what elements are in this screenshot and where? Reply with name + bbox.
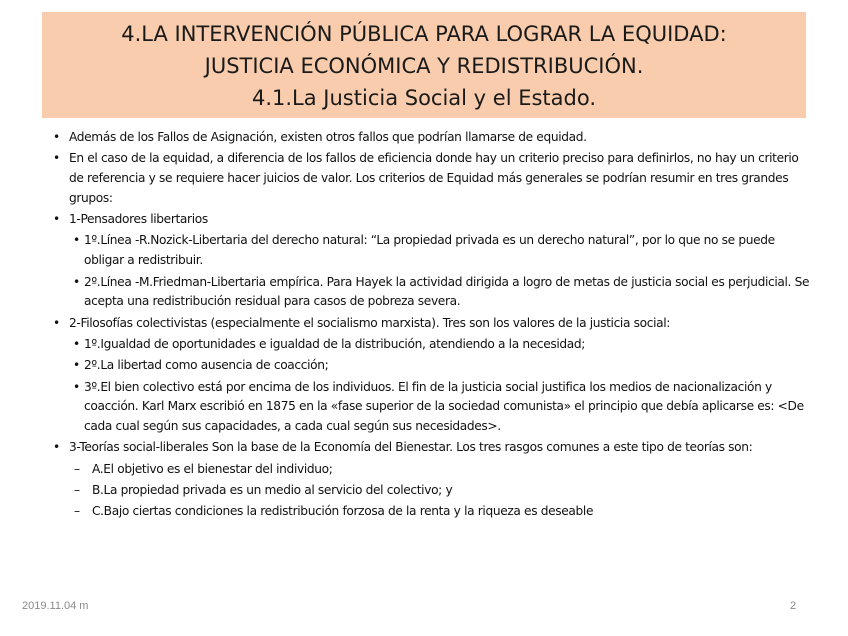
bullet-text: 2-Filosofías colectivistas (especialmente el socialismo marxista). Tres son los valores de la justicia social: (69, 315, 671, 330)
bullet-item (52, 378, 812, 437)
bullet-item (52, 273, 812, 313)
slide-body (52, 128, 812, 524)
bullet-text: 1º.Línea -R.Nozick-Libertaria del derecho natural: “La propiedad privada es un derecho natural”, por lo que no se puede obligar a redistribuir. (84, 233, 775, 268)
bullet-item (52, 460, 812, 480)
bullet-item (52, 335, 812, 355)
bullet-text: 3º.El bien colectivo está por encima de los individuos. El fin de la justicia social justifica los medios de nacionalización y coacción. Karl Marx escribió en 1875 en la «fase superior de la sociedad comunista» el principio que debía aplicarse es: <De cada cual según sus capacidades, a cada cual según sus necesidades>. (84, 379, 804, 434)
bullet-text: A.El objetivo es el bienestar del individuo; (92, 461, 333, 476)
bullet-item (52, 314, 812, 334)
bullet-marker: • (73, 336, 80, 351)
slide-title-line-2: JUSTICIA ECONÓMICA Y REDISTRIBUCIÓN. (204, 54, 644, 78)
bullet-text: En el caso de la equidad, a diferencia de los fallos de eficiencia donde hay un criterio preciso para definirlos, no hay un criterio de referencia y se requiere hacer juicios de valor. Los criterios de Equidad más generales se podrían resumir en tres grandes grupos: (69, 151, 799, 205)
bullet-marker: • (73, 274, 80, 289)
bullet-marker: • (53, 130, 60, 144)
slide-title-box (42, 12, 806, 118)
bullet-marker: • (73, 379, 80, 394)
bullet-item (52, 502, 812, 522)
bullet-marker: • (53, 315, 60, 330)
bullet-item (52, 438, 812, 458)
bullet-marker: • (53, 440, 60, 455)
bullet-item (52, 356, 812, 376)
bullet-text: 2º.Línea -M.Friedman-Libertaria empírica. Para Hayek la actividad dirigida a logro de metas de justicia social es perjudicial. Se acepta una redistribución residual para casos de pobreza severa. (84, 274, 810, 309)
bullet-text: 2º.La libertad como ausencia de coacción; (84, 358, 329, 373)
bullet-item (52, 481, 812, 501)
bullet-marker: • (73, 358, 80, 373)
slide-title-line-1: 4.LA INTERVENCIÓN PÚBLICA PARA LOGRAR LA EQUIDAD: (121, 22, 727, 46)
bullet-text: B.La propiedad privada es un medio al servicio del colectivo; y (92, 483, 453, 498)
footer-date: 2019.11.04 m (22, 600, 89, 612)
bullet-item (52, 210, 812, 230)
bullet-item (52, 231, 812, 271)
bullet-marker: • (73, 233, 80, 248)
bullet-item (52, 128, 812, 148)
bullet-item (52, 149, 812, 208)
dash-marker: – (74, 483, 80, 498)
bullet-text: 1º.Igualdad de oportunidades e igualdad de la distribución, atendiendo a la necesidad; (84, 336, 586, 351)
bullet-marker: • (53, 212, 60, 227)
dash-marker: – (74, 461, 80, 476)
bullet-text: Además de los Fallos de Asignación, existen otros fallos que podrían llamarse de equidad. (69, 130, 587, 144)
bullet-text: 1-Pensadores libertarios (69, 212, 208, 227)
slide-subtitle: 4.1.La Justicia Social y el Estado. (251, 86, 597, 110)
bullet-marker: • (53, 151, 60, 166)
page-number: 2 (790, 600, 797, 612)
dash-marker: – (74, 504, 80, 519)
bullet-text: 3-Teorías social-liberales Son la base de la Economía del Bienestar. Los tres rasgos comunes a este tipo de teorías son: (69, 440, 753, 455)
bullet-text: C.Bajo ciertas condiciones la redistribución forzosa de la renta y la riqueza es deseable (92, 504, 594, 519)
